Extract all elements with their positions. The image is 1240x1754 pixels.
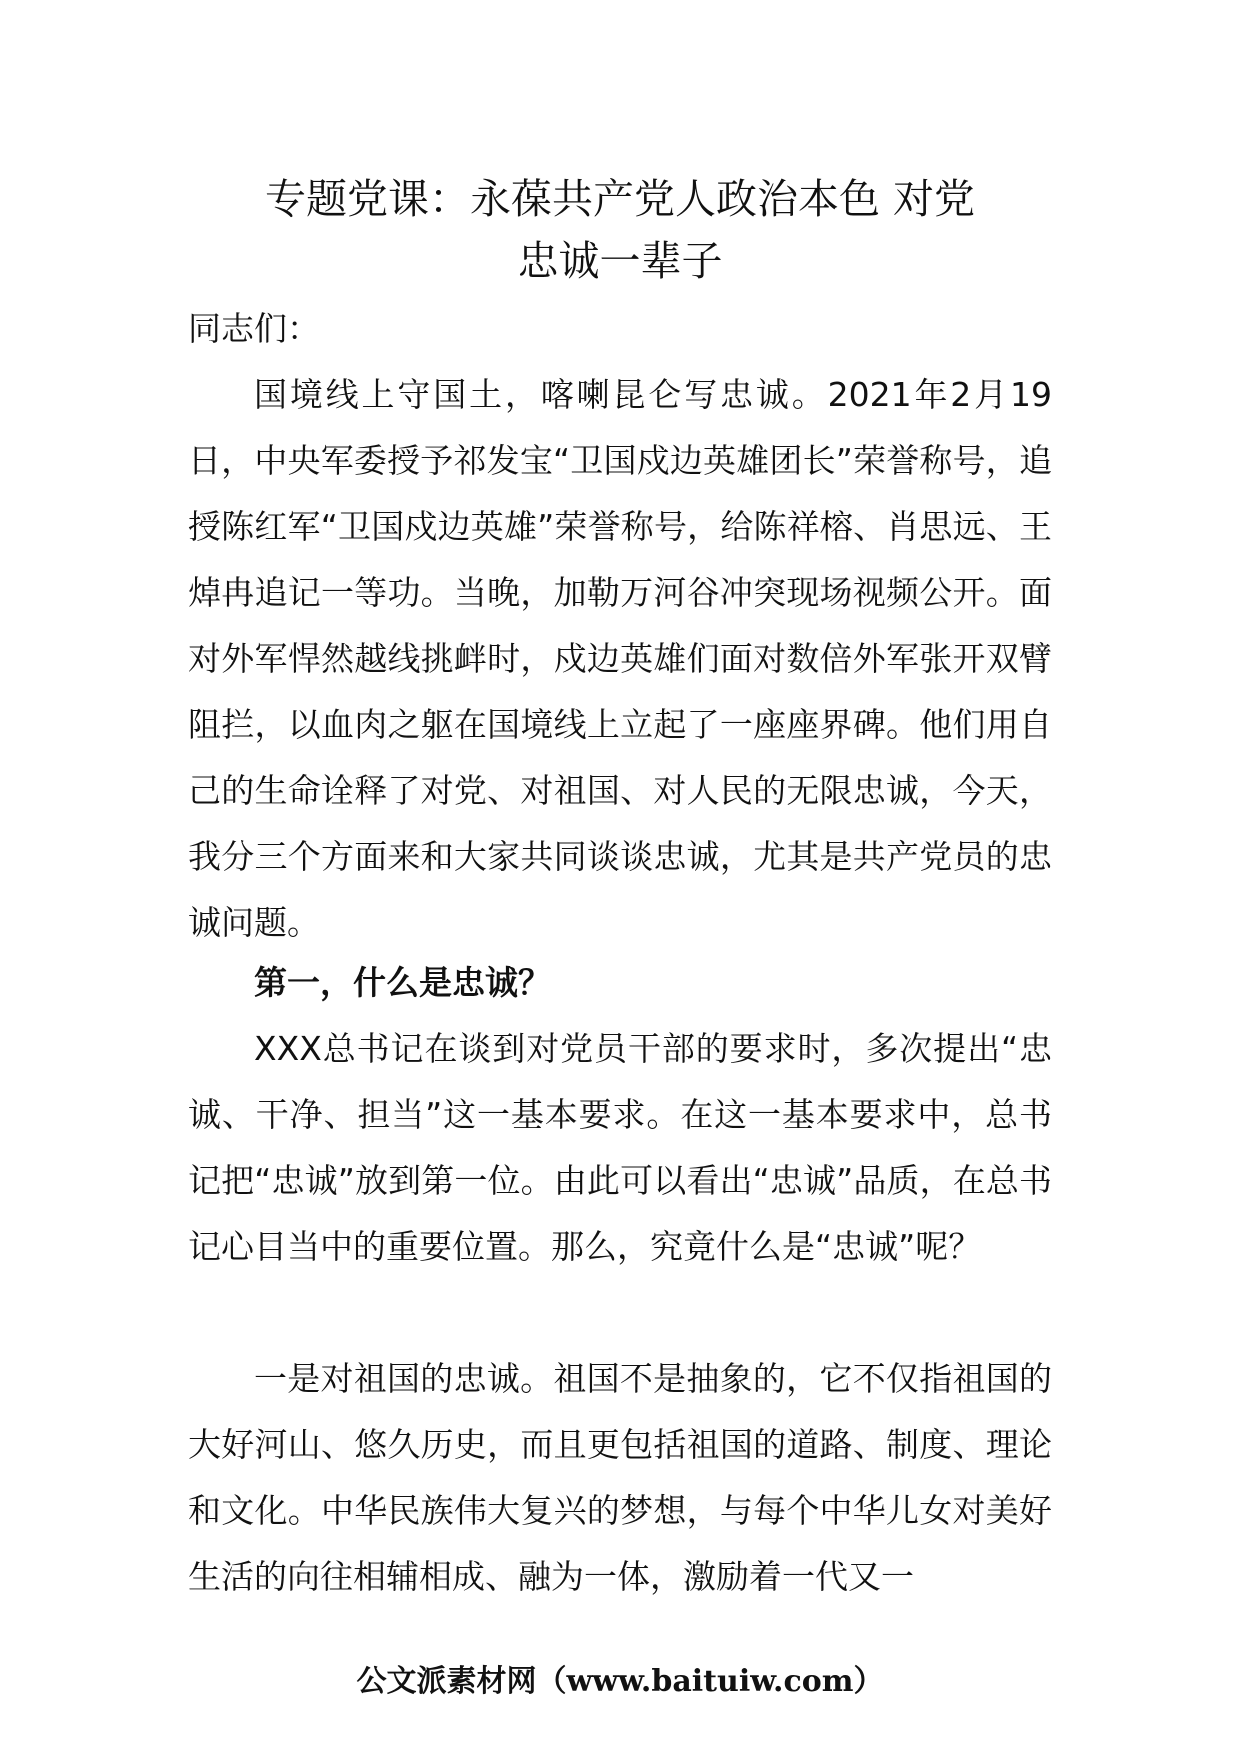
title-line-1: 专题党课：永葆共产党人政治本色 对党 [264, 175, 976, 223]
greeting: 同志们： [188, 309, 320, 348]
section-heading-1: 第一，什么是忠诚？ [254, 963, 551, 1002]
footer-watermark: 公文派素材网（www.baituiw.com） [356, 1664, 884, 1699]
paragraph-intro: 国境线上守国土，喀喇昆仑写忠诚。2021年2月19日，中央军委授予祁发宝“卫国戍边英雄团长”荣誉称号，追授陈红军“卫国戍边英雄”荣誉称号，给陈祥榕、肖思远、王焯冉追记一等功。当晚，加勒万河谷冲突现场视频公开。面对外军悍然越线挑衅时，戍边英雄们面对数倍外军张开双臂阻拦，以血肉之躯在国境线上立起了一座座界碑。他们用自己的生命诠释了对党、对祖国、对人民的无限忠诚，今天，我分三个方面来和大家共同谈谈忠诚，尤其是共产党员的忠诚问题。 [188, 375, 1052, 942]
paragraph-loyalty-to-motherland: 一是对祖国的忠诚。祖国不是抽象的，它不仅指祖国的大好河山、悠久历史，而且更包括祖国的道路、制度、理论和文化。中华民族伟大复兴的梦想，与每个中华儿女对美好生活的向往相辅相成、融为一体，激励着一代又一 [188, 1359, 1052, 1596]
document-title [188, 168, 1052, 292]
title-line-2: 忠诚一辈子 [517, 237, 723, 285]
paragraph-section-1: XXX总书记在谈到对党员干部的要求时，多次提出“忠诚、干净、担当”这一基本要求。在这一基本要求中，总书记把“忠诚”放到第一位。由此可以看出“忠诚”品质，在总书记心目当中的重要位置。那么，究竟什么是“忠诚”呢？ [188, 1029, 1052, 1266]
